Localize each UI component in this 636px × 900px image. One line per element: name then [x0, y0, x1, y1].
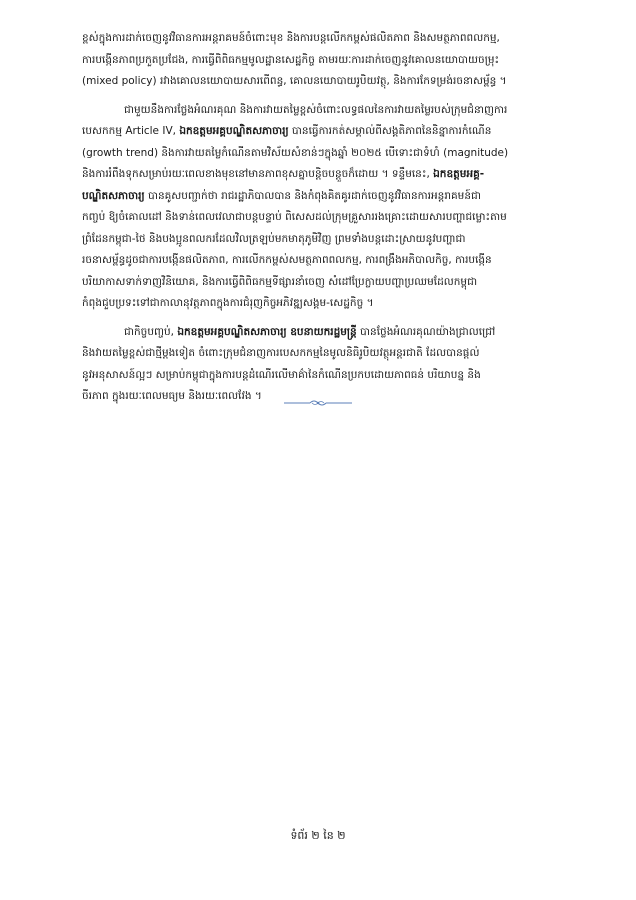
paragraph-2: [82, 100, 550, 315]
paragraph-line: កំពុងជួបប្រទះទៅជាកាលានុវត្តភាពក្នុងការជំរុញកិច្ចអភិវឌ្ឍសង្គម-សេដ្ឋកិច្ច ។: [82, 297, 374, 309]
page-number: ទំព័រ ២ នៃ ២: [290, 829, 346, 842]
decorative-divider-icon: [282, 398, 354, 408]
paragraph-line: [82, 121, 550, 143]
text-run: និងការរំពឹងទុកសម្រាប់រយៈពេលខាងមុខនៅមានភាពខុសគ្នាបន្តិចបន្តួចក៏ដោយ ។ ទន្ទឹមនេះ,: [82, 168, 434, 180]
text-run: បេសកកម្ម Article IV,: [82, 125, 180, 137]
paragraph-line: [82, 164, 550, 186]
paragraph-line: កញ្ចប់ ឱ្យចំគោលដៅ និងទាន់ពេលវេលាជាបន្តបន្ទាប់ ពិសេសដល់ក្រុមគ្រួសាររងគ្រោះដោយសារបញ្ហាជម្លោះតាម: [82, 211, 507, 223]
text-run: បានធ្វើការកត់សម្គាល់ពីសង្គតិភាពនៃនិន្នាការកំណើន: [288, 125, 492, 137]
paragraph-line: [82, 322, 550, 344]
paragraph-line: (mixed policy) រវាងគោលនយោបាយសារពើពន្ធ, គោលនយោបាយរូបិយវត្ថុ, និងការកែទម្រង់រចនាសម្ព័ន្ធ ។: [82, 75, 507, 87]
paragraph-line: ព្រំដែនកម្ពុជា-ថៃ និងបងប្អូនពលករដែលវិលត្រឡប់មកមាតុភូមិវិញ ព្រមទាំងបន្តដោះស្រាយនូវបញ្ហាជា: [82, 232, 466, 245]
paragraph-line: និងវាយតម្លៃខ្ពស់ជាថ្មីម្តងទៀត ចំពោះក្រុមជំនាញការបេសកកម្មនៃមូលនិធិរូបិយវត្ថុអន្តរជាតិ ដែលបានផ្តល់: [82, 347, 480, 359]
paragraph-line: នូវអនុសាសន៍ល្អៗ សម្រាប់កម្ពុជាក្នុងការបន្តដំណើរលើមាគ៌ានៃកំណើនប្រកបដោយភាពធន់ បរិយាបន្ន និង: [82, 368, 481, 381]
paragraph-3: [82, 322, 550, 408]
paragraph-line: ជាមួយនឹងការថ្លែងអំណរគុណ និងការវាយតម្លៃខ្ពស់ចំពោះលទ្ធផលនៃការវាយតម្លៃរបស់ក្រុមជំនាញការ: [124, 103, 508, 116]
paragraph-line: រចនាសម្ព័ន្ធដូចជាការបង្កើនផលិតភាព, ការលើកកម្ពស់សមត្ថភាពពលកម្ម, ការពង្រឹងអភិបាលកិច្ច, ការបង្កើន: [82, 254, 492, 266]
paragraph-line: (growth trend) និងការវាយតម្លៃកំណើនតាមវិស័យសំខាន់ៗក្នុងឆ្នាំ ២០២៥ បើទោះជាទំហំ (magnitude): [82, 146, 509, 159]
paragraph-1: [82, 28, 550, 93]
honorific-title: ឯកឧត្តមអគ្គ-: [433, 168, 485, 180]
text-run: បានថ្លែងអំណរគុណយ៉ាងជ្រាលជ្រៅ: [356, 325, 496, 338]
document-body: [82, 28, 550, 415]
text-run: បានគូសបញ្ជាក់ថា រាជរដ្ឋាភិបាលបាន និងកំពុងគិតគូរដាក់ចេញនូវវិធានការអន្តរាគមន៍ជា: [144, 189, 482, 202]
honorific-title: បណ្ឌិតសភាចារ្យ: [82, 189, 145, 202]
paragraph-line: ចីរភាព ក្នុងរយៈពេលមធ្យម និងរយៈពេលវែង ។: [82, 390, 262, 402]
text-run: ជាកិច្ចបញ្ចប់,: [124, 325, 178, 338]
honorific-title: ឯកឧត្តមអគ្គបណ្ឌិតសភាចារ្យ ឧបនាយករដ្ឋមន្ត្រី: [177, 325, 357, 338]
paragraph-line: [82, 186, 550, 208]
honorific-title: ឯកឧត្តមអគ្គបណ្ឌិតសភាចារ្យ: [179, 125, 289, 137]
paragraph-line: ខ្ពស់ក្នុងការដាក់ចេញនូវវិធានការអន្តរាគមន៍ចំពោះមុខ និងការបន្តលើកកម្ពស់ផលិតភាព និងសមត្ថភាពពលកម្ម,: [82, 32, 500, 44]
paragraph-line: ការបង្កើនភាពប្រកួតប្រជែង, ការធ្វើពិពិធកម្មមូលដ្ឋានសេដ្ឋកិច្ច តាមរយៈការដាក់ចេញនូវគោលនយោបាយចម្រុះ: [82, 53, 500, 66]
paragraph-line: បរិយាកាសទាក់ទាញវិនិយោគ, និងការធ្វើពិពិធកម្មទីផ្សារនាំចេញ សំដៅប្រែក្លាយបញ្ហាប្រឈមដែលកម្ពុជា: [82, 275, 478, 288]
